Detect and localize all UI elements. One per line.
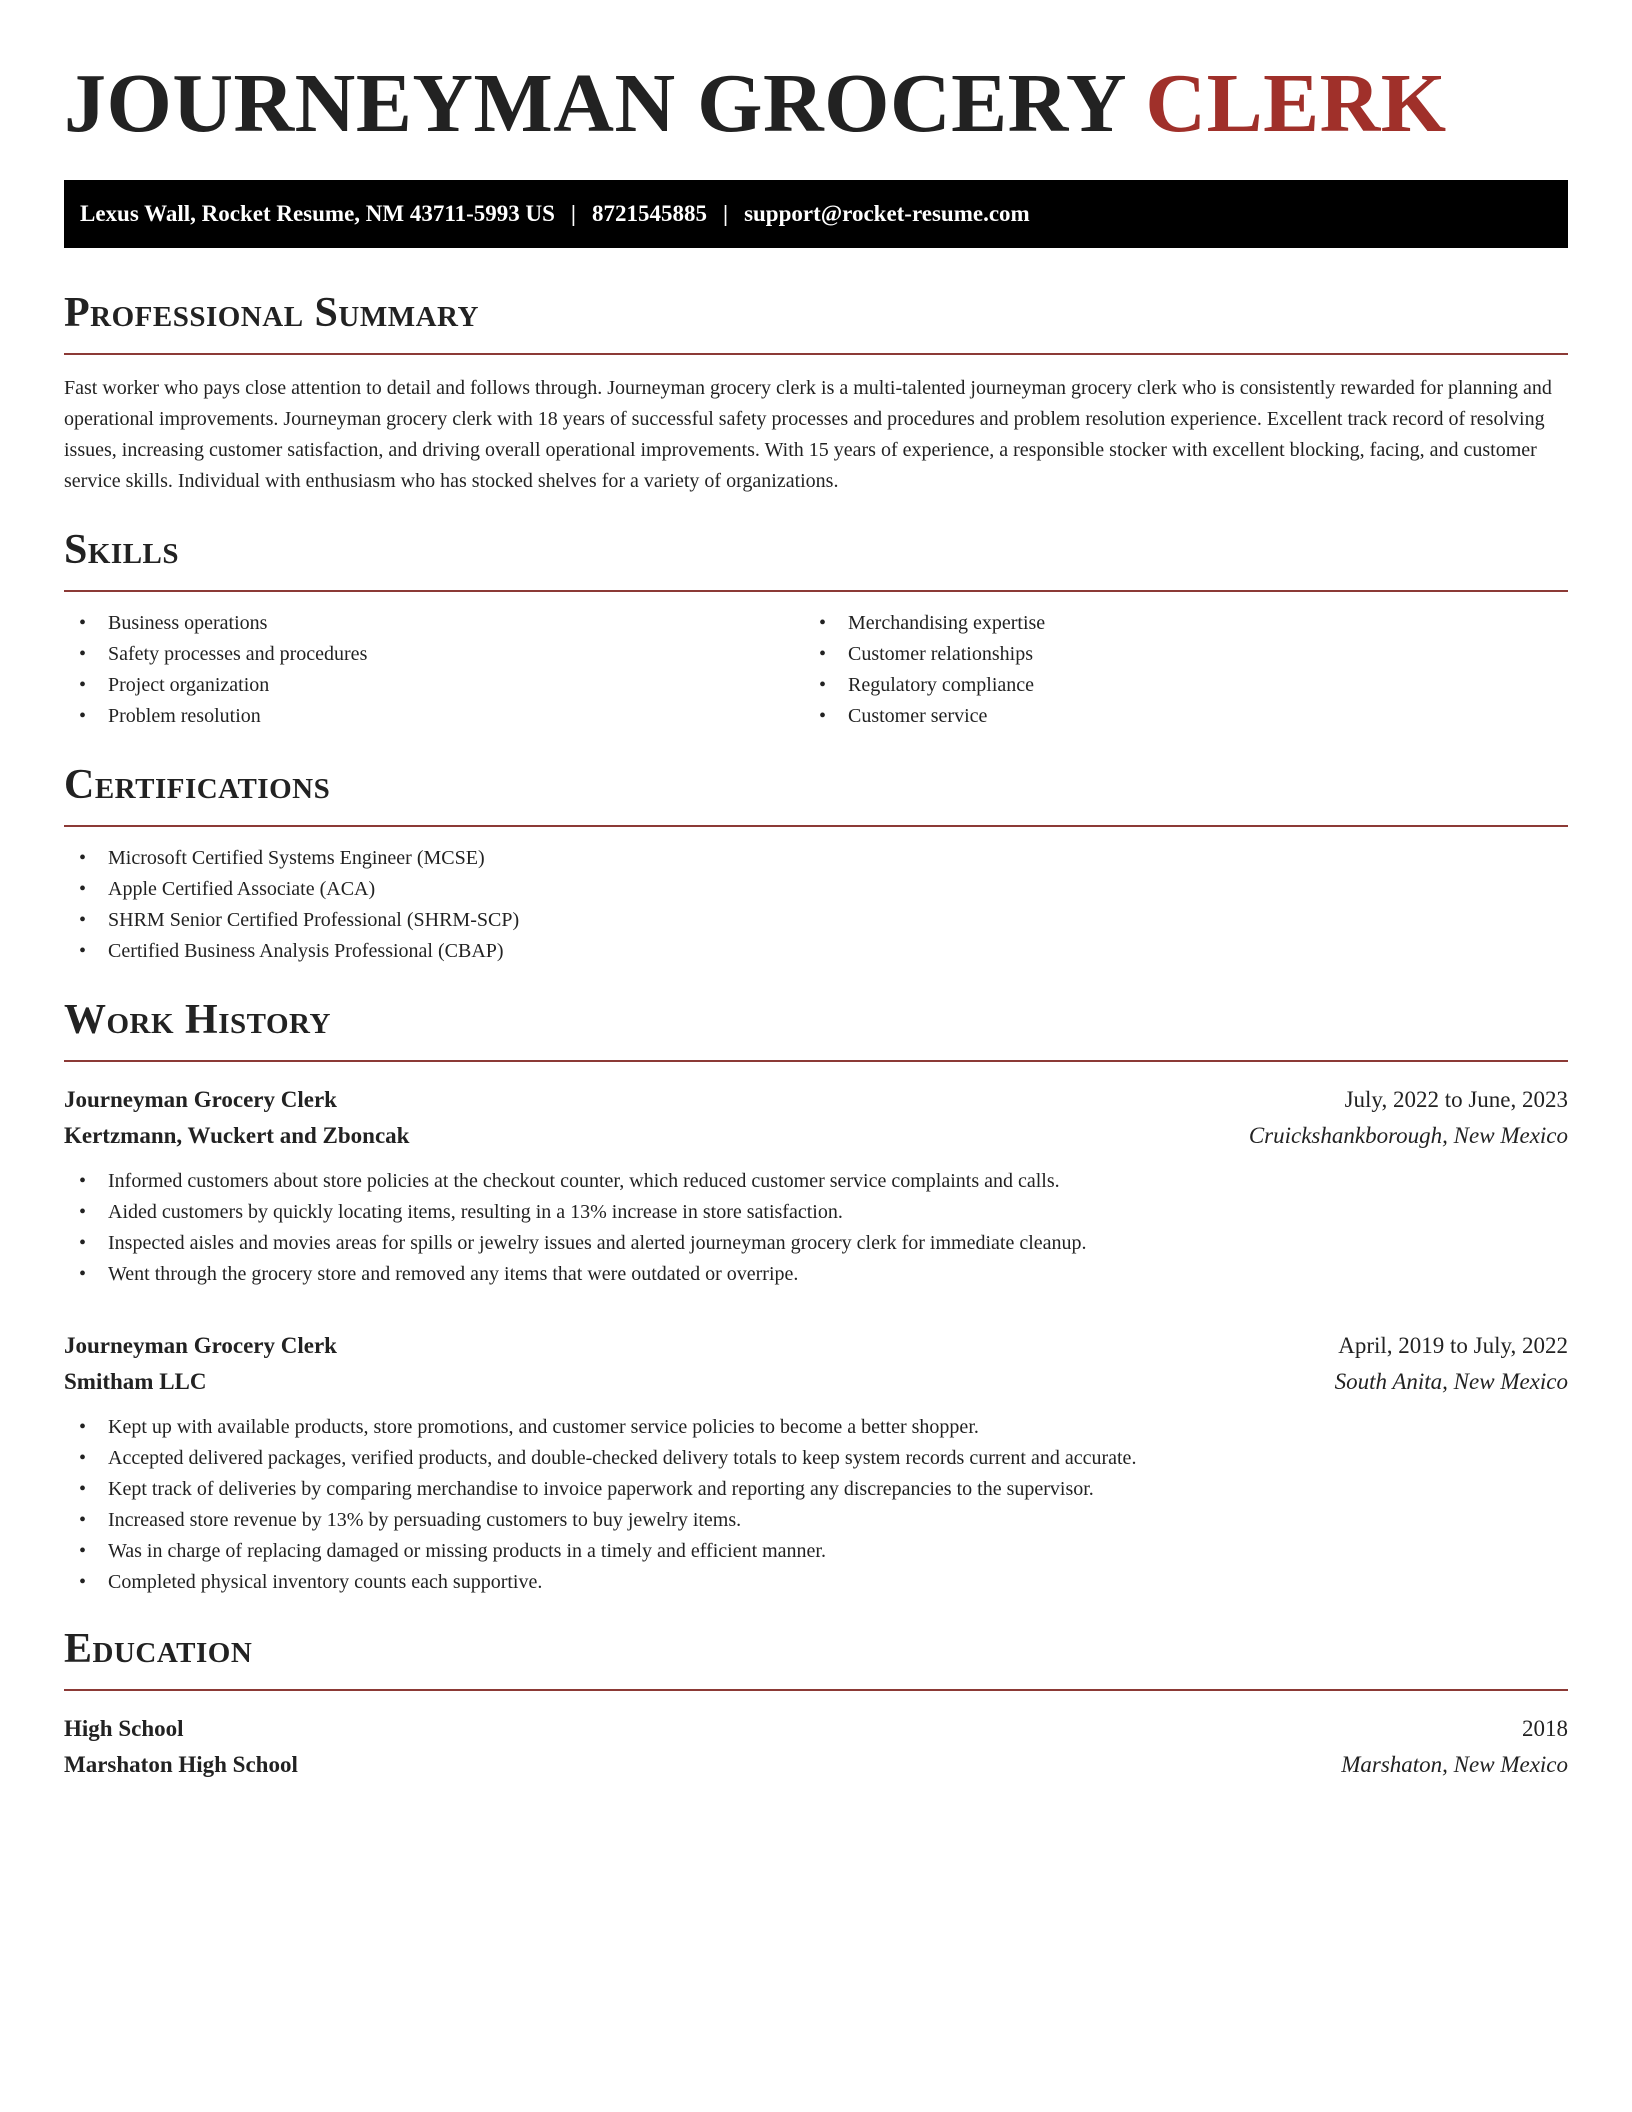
contact-bar (64, 180, 1568, 248)
education-degree-row (64, 1711, 1568, 1747)
work-history-section (64, 995, 1568, 1598)
job-bullet: • Inspected aisles and movies areas for spills or jewelry issues and alerted journeyman grocery clerk for immediate cleanup. (64, 1228, 1568, 1259)
contact-email: support@rocket-resume.com (744, 201, 1030, 226)
job-dates: April, 2019 to July, 2022 (1338, 1333, 1568, 1358)
job-position: Journeyman Grocery Clerk (64, 1087, 337, 1112)
section-divider (64, 825, 1568, 827)
job-bullet: • Kept track of deliveries by comparing merchandise to invoice paperwork and reporting any discrepancies to the supervisor. (64, 1474, 1568, 1505)
skill-item: • Customer relationships (804, 639, 1544, 670)
job-entry (64, 1328, 1568, 1598)
skill-item: • Regulatory compliance (804, 670, 1544, 701)
certifications-list (64, 843, 1568, 967)
certification-item: • Apple Certified Associate (ACA) (64, 874, 1568, 905)
job-bullet: • Completed physical inventory counts each supportive. (64, 1567, 1568, 1598)
job-bullet: • Informed customers about store policies at the checkout counter, which reduced customer service complaints and calls. (64, 1166, 1568, 1197)
resume-title (64, 58, 1568, 150)
contact-separator: | (722, 201, 729, 226)
education-location: Marshaton, New Mexico (1341, 1752, 1568, 1777)
certifications-section (64, 760, 1568, 967)
job-location: Cruickshankborough, New Mexico (1248, 1123, 1568, 1148)
job-bullet: • Was in charge of replacing damaged or missing products in a timely and efficient manner. (64, 1536, 1568, 1567)
skills-grid (64, 608, 1568, 732)
contact-separator: | (570, 201, 576, 226)
skill-item: • Customer service (804, 701, 1544, 732)
job-bullet: • Kept up with available products, store promotions, and customer service policies to become a better shopper. (64, 1412, 1568, 1443)
job-company-row (64, 1364, 1568, 1400)
section-heading: Professional Summary (64, 290, 479, 336)
title-main: JOURNEYMAN GROCERY (64, 57, 1124, 150)
skill-item: • Problem resolution (64, 701, 804, 732)
job-header-row (64, 1082, 1568, 1118)
contact-address: Lexus Wall, Rocket Resume, NM 43711-5993 US (80, 201, 555, 226)
skills-column-right (804, 608, 1544, 732)
professional-summary-section (64, 288, 1568, 497)
section-divider (64, 1060, 1568, 1062)
contact-phone: 8721545885 (591, 201, 707, 226)
skills-column-left (64, 608, 804, 732)
job-bullets (64, 1412, 1568, 1598)
title-accent: CLERK (1145, 57, 1447, 150)
skill-item: • Project organization (64, 670, 804, 701)
summary-text: Fast worker who pays close attention to detail and follows through. Journeyman grocery clerk is a multi-talented journeyman grocery clerk who is consistently rewarded for planning and operational improvements. Journeyman grocery clerk with 18 years of successful safety processes and procedures and problem resolution experience. Excellent track record of resolving issues, increasing customer satisfaction, and driving overall operational improvements. With 15 years of experience, a responsible stocker with excellent blocking, facing, and customer service skills. Individual with enthusiasm who has stocked shelves for a variety of organizations. (64, 377, 1552, 492)
education-section (64, 1624, 1568, 1783)
education-degree: High School (64, 1716, 184, 1741)
job-company: Smitham LLC (64, 1369, 207, 1394)
section-heading: Work History (64, 997, 331, 1043)
certification-item: • SHRM Senior Certified Professional (SHRM-SCP) (64, 905, 1568, 936)
job-company: Kertzmann, Wuckert and Zboncak (64, 1123, 410, 1148)
section-divider (64, 1689, 1568, 1691)
job-dates: July, 2022 to June, 2023 (1344, 1087, 1568, 1112)
education-year: 2018 (1522, 1716, 1568, 1741)
resume-page (64, 0, 1568, 1783)
section-heading: Certifications (64, 762, 331, 808)
skill-item: • Safety processes and procedures (64, 639, 804, 670)
job-bullet: • Went through the grocery store and removed any items that were outdated or overripe. (64, 1259, 1568, 1290)
skill-item: • Merchandising expertise (804, 608, 1544, 639)
job-position: Journeyman Grocery Clerk (64, 1333, 337, 1358)
education-school-row (64, 1747, 1568, 1783)
section-divider (64, 590, 1568, 592)
job-bullet: • Accepted delivered packages, verified products, and double-checked delivery totals to keep system records current and accurate. (64, 1443, 1568, 1474)
skill-item: • Business operations (64, 608, 804, 639)
section-divider (64, 353, 1568, 355)
skills-section (64, 525, 1568, 732)
job-bullet: • Increased store revenue by 13% by persuading customers to buy jewelry items. (64, 1505, 1568, 1536)
job-location: South Anita, New Mexico (1334, 1369, 1568, 1394)
section-heading: Skills (64, 527, 180, 573)
certification-item: • Certified Business Analysis Professional (CBAP) (64, 936, 1568, 967)
job-bullet: • Aided customers by quickly locating items, resulting in a 13% increase in store satisfaction. (64, 1197, 1568, 1228)
job-company-row (64, 1118, 1568, 1154)
job-header-row (64, 1328, 1568, 1364)
certification-item: • Microsoft Certified Systems Engineer (MCSE) (64, 843, 1568, 874)
section-heading: Education (64, 1626, 253, 1672)
job-entry (64, 1082, 1568, 1290)
job-bullets (64, 1166, 1568, 1290)
education-school: Marshaton High School (64, 1752, 298, 1777)
education-entry (64, 1711, 1568, 1783)
